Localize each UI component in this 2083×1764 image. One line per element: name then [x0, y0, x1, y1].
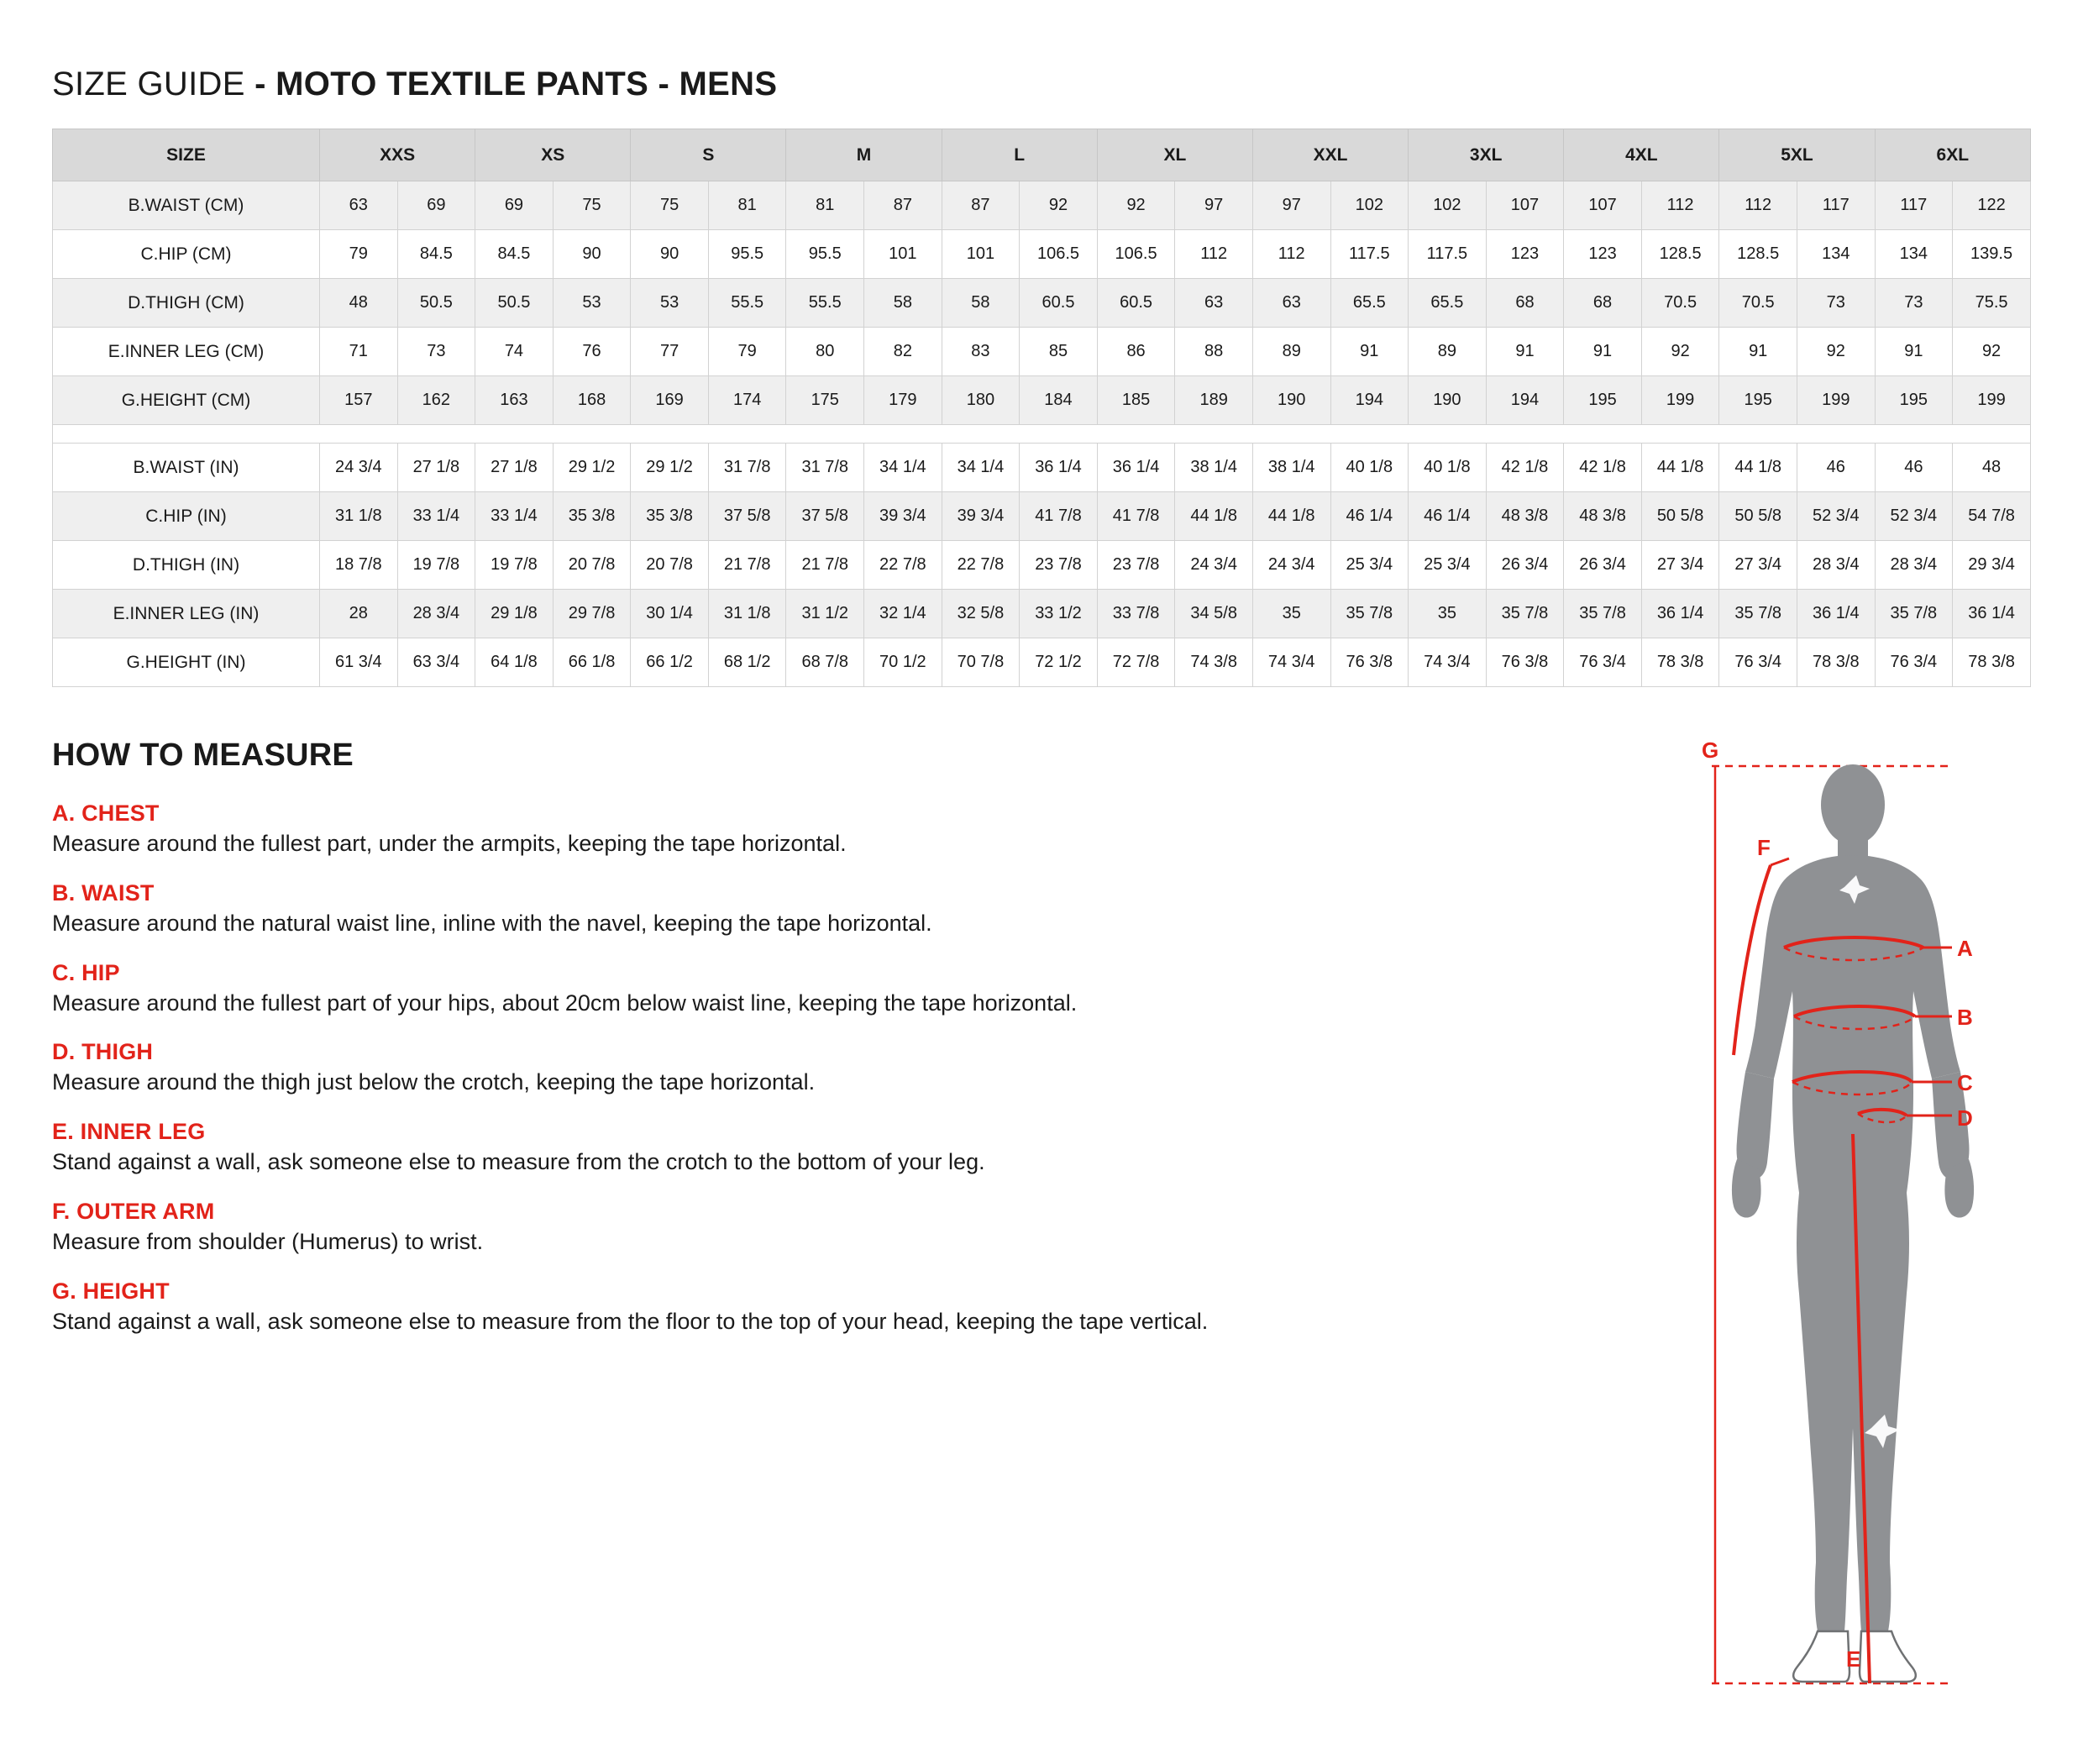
table-cell: 85	[1020, 328, 1098, 376]
table-cell: 76 3/4	[1719, 638, 1797, 687]
table-row	[53, 541, 2031, 590]
table-cell: 75.5	[1953, 279, 2031, 328]
table-cell: 106.5	[1097, 230, 1175, 279]
table-cell: 50.5	[397, 279, 475, 328]
table-cell: 44 1/8	[1641, 444, 1719, 492]
table-cell: 77	[631, 328, 709, 376]
table-cell: 39 3/4	[942, 492, 1020, 541]
table-cell: 32 1/4	[864, 590, 942, 638]
table-cell: 44 1/8	[1719, 444, 1797, 492]
table-cell: 33 1/4	[475, 492, 554, 541]
measure-item	[52, 880, 1480, 938]
table-cell: 29 7/8	[553, 590, 631, 638]
table-cell: 128.5	[1641, 230, 1719, 279]
table-cell: 70.5	[1719, 279, 1797, 328]
table-cell: 74 3/8	[1175, 638, 1253, 687]
table-cell: 38 1/4	[1252, 444, 1330, 492]
table-cell: 26 3/4	[1486, 541, 1564, 590]
table-cell: 76 3/4	[1875, 638, 1953, 687]
table-cell: 46	[1797, 444, 1875, 492]
table-cell: 169	[631, 376, 709, 425]
table-cell: 24 3/4	[320, 444, 398, 492]
table-cell: 117.5	[1330, 230, 1409, 279]
figure-label-g: G	[1702, 739, 1719, 763]
measure-item-key: B. WAIST	[52, 879, 155, 906]
table-cell: 75	[631, 181, 709, 230]
table-spacer-cell	[53, 425, 2031, 444]
table-cell: 28 3/4	[1797, 541, 1875, 590]
row-label: B.WAIST (CM)	[53, 181, 320, 230]
figure-label-b: B	[1957, 1005, 1973, 1030]
table-cell: 60.5	[1097, 279, 1175, 328]
table-cell: 31 1/2	[786, 590, 864, 638]
table-cell: 37 5/8	[786, 492, 864, 541]
figure-label-e: E	[1846, 1646, 1861, 1672]
measure-item	[52, 801, 1480, 858]
page-title-suffix: - MOTO TEXTILE PANTS - MENS	[254, 66, 778, 102]
figure-label-f: F	[1757, 835, 1771, 860]
table-cell: 70 1/2	[864, 638, 942, 687]
table-cell: 22 7/8	[864, 541, 942, 590]
table-cell: 48	[1953, 444, 2031, 492]
measure-item-text: Measure around the fullest part of your hips, about 20cm below waist line, keeping the tape horizontal.	[52, 990, 1078, 1016]
table-cell: 107	[1486, 181, 1564, 230]
table-cell: 46	[1875, 444, 1953, 492]
table-cell: 92	[1641, 328, 1719, 376]
table-cell: 72 7/8	[1097, 638, 1175, 687]
table-cell: 32 5/8	[942, 590, 1020, 638]
row-label: C.HIP (CM)	[53, 230, 320, 279]
row-label: B.WAIST (IN)	[53, 444, 320, 492]
table-cell: 30 1/4	[631, 590, 709, 638]
table-cell: 58	[864, 279, 942, 328]
table-cell: 134	[1875, 230, 1953, 279]
table-cell: 28 3/4	[397, 590, 475, 638]
measure-item-text: Measure around the fullest part, under the armpits, keeping the tape horizontal.	[52, 831, 847, 856]
table-cell: 38 1/4	[1175, 444, 1253, 492]
table-row	[53, 328, 2031, 376]
table-cell: 195	[1719, 376, 1797, 425]
table-cell: 28 3/4	[1875, 541, 1953, 590]
column-header-l: L	[942, 129, 1097, 181]
table-cell: 112	[1175, 230, 1253, 279]
figure-label-d: D	[1957, 1105, 1973, 1131]
table-cell: 37 5/8	[708, 492, 786, 541]
table-cell: 102	[1409, 181, 1487, 230]
table-cell: 22 7/8	[942, 541, 1020, 590]
table-cell: 64 1/8	[475, 638, 554, 687]
table-cell: 76	[553, 328, 631, 376]
table-cell: 199	[1953, 376, 2031, 425]
table-cell: 52 3/4	[1875, 492, 1953, 541]
table-cell: 91	[1486, 328, 1564, 376]
table-cell: 29 1/2	[631, 444, 709, 492]
table-cell: 55.5	[708, 279, 786, 328]
table-spacer-row	[53, 425, 2031, 444]
row-label: G.HEIGHT (CM)	[53, 376, 320, 425]
table-cell: 82	[864, 328, 942, 376]
table-cell: 90	[631, 230, 709, 279]
table-cell: 92	[1953, 328, 2031, 376]
table-cell: 35 7/8	[1875, 590, 1953, 638]
column-header-5xl: 5XL	[1719, 129, 1875, 181]
table-cell: 44 1/8	[1175, 492, 1253, 541]
table-cell: 68 7/8	[786, 638, 864, 687]
measure-item-text: Stand against a wall, ask someone else to measure from the floor to the top of your head, keeping the tape vertical.	[52, 1308, 1209, 1334]
table-cell: 18 7/8	[320, 541, 398, 590]
table-cell: 180	[942, 376, 1020, 425]
table-cell: 35 3/8	[553, 492, 631, 541]
table-cell: 29 1/2	[553, 444, 631, 492]
table-cell: 41 7/8	[1097, 492, 1175, 541]
table-cell: 69	[475, 181, 554, 230]
table-cell: 90	[553, 230, 631, 279]
figure-label-c: C	[1957, 1070, 1973, 1095]
table-cell: 28	[320, 590, 398, 638]
table-cell: 162	[397, 376, 475, 425]
measure-item-text: Measure around the thigh just below the crotch, keeping the tape horizontal.	[52, 1069, 816, 1095]
table-cell: 71	[320, 328, 398, 376]
column-header-size: SIZE	[53, 129, 320, 181]
measure-item-text: Stand against a wall, ask someone else to measure from the crotch to the bottom of your leg.	[52, 1149, 985, 1174]
table-cell: 73	[397, 328, 475, 376]
measure-item	[52, 1039, 1480, 1097]
measure-item	[52, 1119, 1480, 1177]
table-cell: 81	[786, 181, 864, 230]
measure-item-text: Measure around the natural waist line, inline with the navel, keeping the tape horizontal.	[52, 910, 932, 936]
measure-item	[52, 960, 1480, 1018]
table-cell: 50 5/8	[1641, 492, 1719, 541]
figure-label-a: A	[1957, 936, 1973, 961]
table-cell: 101	[942, 230, 1020, 279]
table-cell: 34 1/4	[864, 444, 942, 492]
table-cell: 88	[1175, 328, 1253, 376]
column-header-3xl: 3XL	[1409, 129, 1564, 181]
measure-item-key: D. THIGH	[52, 1039, 154, 1065]
table-cell: 81	[708, 181, 786, 230]
table-cell: 26 3/4	[1564, 541, 1642, 590]
table-cell: 117	[1797, 181, 1875, 230]
table-cell: 63	[1175, 279, 1253, 328]
column-header-m: M	[786, 129, 942, 181]
table-cell: 40 1/8	[1409, 444, 1487, 492]
table-cell: 195	[1564, 376, 1642, 425]
table-cell: 92	[1097, 181, 1175, 230]
table-cell: 175	[786, 376, 864, 425]
table-cell: 29 1/8	[475, 590, 554, 638]
table-cell: 78 3/8	[1953, 638, 2031, 687]
table-cell: 20 7/8	[553, 541, 631, 590]
table-cell: 139.5	[1953, 230, 2031, 279]
table-cell: 33 7/8	[1097, 590, 1175, 638]
table-cell: 63	[1252, 279, 1330, 328]
column-header-6xl: 6XL	[1875, 129, 2030, 181]
row-label: E.INNER LEG (IN)	[53, 590, 320, 638]
table-cell: 95.5	[708, 230, 786, 279]
table-cell: 27 3/4	[1641, 541, 1719, 590]
table-cell: 35	[1409, 590, 1487, 638]
row-label: E.INNER LEG (CM)	[53, 328, 320, 376]
measure-item-key: E. INNER LEG	[52, 1119, 206, 1144]
table-cell: 34 1/4	[942, 444, 1020, 492]
table-cell: 78 3/8	[1797, 638, 1875, 687]
column-header-xxs: XXS	[320, 129, 475, 181]
table-cell: 89	[1252, 328, 1330, 376]
table-cell: 128.5	[1719, 230, 1797, 279]
table-cell: 79	[320, 230, 398, 279]
page-title	[52, 66, 2031, 103]
table-cell: 35 7/8	[1330, 590, 1409, 638]
table-cell: 33 1/2	[1020, 590, 1098, 638]
table-cell: 168	[553, 376, 631, 425]
table-cell: 185	[1097, 376, 1175, 425]
table-cell: 190	[1409, 376, 1487, 425]
table-cell: 35	[1252, 590, 1330, 638]
table-cell: 24 3/4	[1252, 541, 1330, 590]
table-cell: 27 3/4	[1719, 541, 1797, 590]
how-to-measure-heading: HOW TO MEASURE	[52, 738, 354, 773]
table-cell: 48	[320, 279, 398, 328]
table-cell: 70 7/8	[942, 638, 1020, 687]
table-cell: 189	[1175, 376, 1253, 425]
table-cell: 21 7/8	[786, 541, 864, 590]
row-label: D.THIGH (CM)	[53, 279, 320, 328]
table-cell: 65.5	[1409, 279, 1487, 328]
table-cell: 25 3/4	[1409, 541, 1487, 590]
table-cell: 36 1/4	[1097, 444, 1175, 492]
column-header-xs: XS	[475, 129, 631, 181]
table-cell: 91	[1875, 328, 1953, 376]
measure-item-text: Measure from shoulder (Humerus) to wrist.	[52, 1228, 484, 1254]
table-cell: 199	[1641, 376, 1719, 425]
table-cell: 80	[786, 328, 864, 376]
table-cell: 190	[1252, 376, 1330, 425]
table-cell: 31 7/8	[708, 444, 786, 492]
table-cell: 69	[397, 181, 475, 230]
table-cell: 42 1/8	[1486, 444, 1564, 492]
table-cell: 68	[1564, 279, 1642, 328]
column-header-xl: XL	[1097, 129, 1252, 181]
table-cell: 63	[320, 181, 398, 230]
table-cell: 70.5	[1641, 279, 1719, 328]
table-cell: 31 1/8	[708, 590, 786, 638]
table-cell: 19 7/8	[475, 541, 554, 590]
table-cell: 60.5	[1020, 279, 1098, 328]
column-header-xxl: XXL	[1252, 129, 1408, 181]
table-cell: 112	[1641, 181, 1719, 230]
size-chart-table	[52, 129, 2031, 687]
table-cell: 35 7/8	[1486, 590, 1564, 638]
table-cell: 19 7/8	[397, 541, 475, 590]
column-header-s: S	[631, 129, 786, 181]
table-cell: 46 1/4	[1330, 492, 1409, 541]
table-cell: 55.5	[786, 279, 864, 328]
table-cell: 36 1/4	[1641, 590, 1719, 638]
table-header	[53, 129, 2031, 181]
table-cell: 65.5	[1330, 279, 1409, 328]
table-row	[53, 181, 2031, 230]
table-cell: 35 3/8	[631, 492, 709, 541]
table-cell: 106.5	[1020, 230, 1098, 279]
table-cell: 123	[1564, 230, 1642, 279]
table-cell: 76 3/8	[1330, 638, 1409, 687]
table-cell: 92	[1020, 181, 1098, 230]
table-cell: 91	[1564, 328, 1642, 376]
table-body	[53, 181, 2031, 687]
table-cell: 31 7/8	[786, 444, 864, 492]
table-cell: 87	[864, 181, 942, 230]
table-cell: 134	[1797, 230, 1875, 279]
table-cell: 179	[864, 376, 942, 425]
table-cell: 74	[475, 328, 554, 376]
table-cell: 48 3/8	[1564, 492, 1642, 541]
table-cell: 184	[1020, 376, 1098, 425]
table-cell: 24 3/4	[1175, 541, 1253, 590]
table-cell: 61 3/4	[320, 638, 398, 687]
table-cell: 102	[1330, 181, 1409, 230]
column-header-4xl: 4XL	[1564, 129, 1719, 181]
table-cell: 73	[1797, 279, 1875, 328]
table-cell: 89	[1409, 328, 1487, 376]
table-cell: 112	[1252, 230, 1330, 279]
table-cell: 41 7/8	[1020, 492, 1098, 541]
table-cell: 33 1/4	[397, 492, 475, 541]
table-cell: 31 1/8	[320, 492, 398, 541]
row-label: D.THIGH (IN)	[53, 541, 320, 590]
table-cell: 46 1/4	[1409, 492, 1487, 541]
table-cell: 163	[475, 376, 554, 425]
measure-item-key: G. HEIGHT	[52, 1278, 170, 1304]
table-row	[53, 230, 2031, 279]
table-cell: 66 1/8	[553, 638, 631, 687]
measure-item	[52, 1278, 1480, 1336]
table-cell: 75	[553, 181, 631, 230]
table-cell: 50.5	[475, 279, 554, 328]
measure-item-key: C. HIP	[52, 959, 120, 985]
table-header-row	[53, 129, 2031, 181]
table-cell: 97	[1175, 181, 1253, 230]
table-cell: 48 3/8	[1486, 492, 1564, 541]
table-cell: 50 5/8	[1719, 492, 1797, 541]
table-row	[53, 638, 2031, 687]
table-cell: 36 1/4	[1797, 590, 1875, 638]
table-cell: 29 3/4	[1953, 541, 2031, 590]
table-cell: 76 3/8	[1486, 638, 1564, 687]
table-cell: 66 1/2	[631, 638, 709, 687]
table-cell: 194	[1330, 376, 1409, 425]
row-label: G.HEIGHT (IN)	[53, 638, 320, 687]
table-cell: 20 7/8	[631, 541, 709, 590]
table-cell: 195	[1875, 376, 1953, 425]
table-cell: 79	[708, 328, 786, 376]
row-label: C.HIP (IN)	[53, 492, 320, 541]
table-cell: 86	[1097, 328, 1175, 376]
measure-item-key: F. OUTER ARM	[52, 1198, 215, 1224]
table-cell: 97	[1252, 181, 1330, 230]
table-cell: 27 1/8	[475, 444, 554, 492]
table-cell: 84.5	[397, 230, 475, 279]
table-cell: 40 1/8	[1330, 444, 1409, 492]
table-cell: 72 1/2	[1020, 638, 1098, 687]
table-cell: 68	[1486, 279, 1564, 328]
table-cell: 122	[1953, 181, 2031, 230]
table-cell: 73	[1875, 279, 1953, 328]
table-cell: 27 1/8	[397, 444, 475, 492]
table-cell: 112	[1719, 181, 1797, 230]
table-cell: 199	[1797, 376, 1875, 425]
table-row	[53, 279, 2031, 328]
table-cell: 76 3/4	[1564, 638, 1642, 687]
table-cell: 34 5/8	[1175, 590, 1253, 638]
table-cell: 54 7/8	[1953, 492, 2031, 541]
table-cell: 39 3/4	[864, 492, 942, 541]
table-cell: 91	[1330, 328, 1409, 376]
table-cell: 101	[864, 230, 942, 279]
table-cell: 44 1/8	[1252, 492, 1330, 541]
table-cell: 78 3/8	[1641, 638, 1719, 687]
measure-item-key: A. CHEST	[52, 801, 160, 826]
table-cell: 84.5	[475, 230, 554, 279]
table-cell: 68 1/2	[708, 638, 786, 687]
table-cell: 36 1/4	[1953, 590, 2031, 638]
body-measurement-figure	[1697, 739, 2049, 1714]
table-cell: 74 3/4	[1252, 638, 1330, 687]
table-cell: 83	[942, 328, 1020, 376]
table-row	[53, 444, 2031, 492]
table-cell: 91	[1719, 328, 1797, 376]
table-cell: 53	[553, 279, 631, 328]
table-cell: 74 3/4	[1409, 638, 1487, 687]
table-cell: 123	[1486, 230, 1564, 279]
table-cell: 21 7/8	[708, 541, 786, 590]
table-row	[53, 590, 2031, 638]
table-row	[53, 492, 2031, 541]
table-cell: 117.5	[1409, 230, 1487, 279]
table-cell: 107	[1564, 181, 1642, 230]
table-cell: 174	[708, 376, 786, 425]
table-row	[53, 376, 2031, 425]
measure-item	[52, 1199, 1480, 1257]
table-cell: 87	[942, 181, 1020, 230]
table-cell: 95.5	[786, 230, 864, 279]
table-cell: 25 3/4	[1330, 541, 1409, 590]
table-cell: 35 7/8	[1719, 590, 1797, 638]
page-title-prefix: SIZE GUIDE	[52, 66, 245, 102]
table-cell: 92	[1797, 328, 1875, 376]
table-cell: 194	[1486, 376, 1564, 425]
table-cell: 63 3/4	[397, 638, 475, 687]
table-cell: 36 1/4	[1020, 444, 1098, 492]
table-cell: 35 7/8	[1564, 590, 1642, 638]
table-cell: 42 1/8	[1564, 444, 1642, 492]
table-cell: 52 3/4	[1797, 492, 1875, 541]
table-cell: 117	[1875, 181, 1953, 230]
table-cell: 53	[631, 279, 709, 328]
table-cell: 23 7/8	[1020, 541, 1098, 590]
table-cell: 157	[320, 376, 398, 425]
table-cell: 58	[942, 279, 1020, 328]
table-cell: 23 7/8	[1097, 541, 1175, 590]
